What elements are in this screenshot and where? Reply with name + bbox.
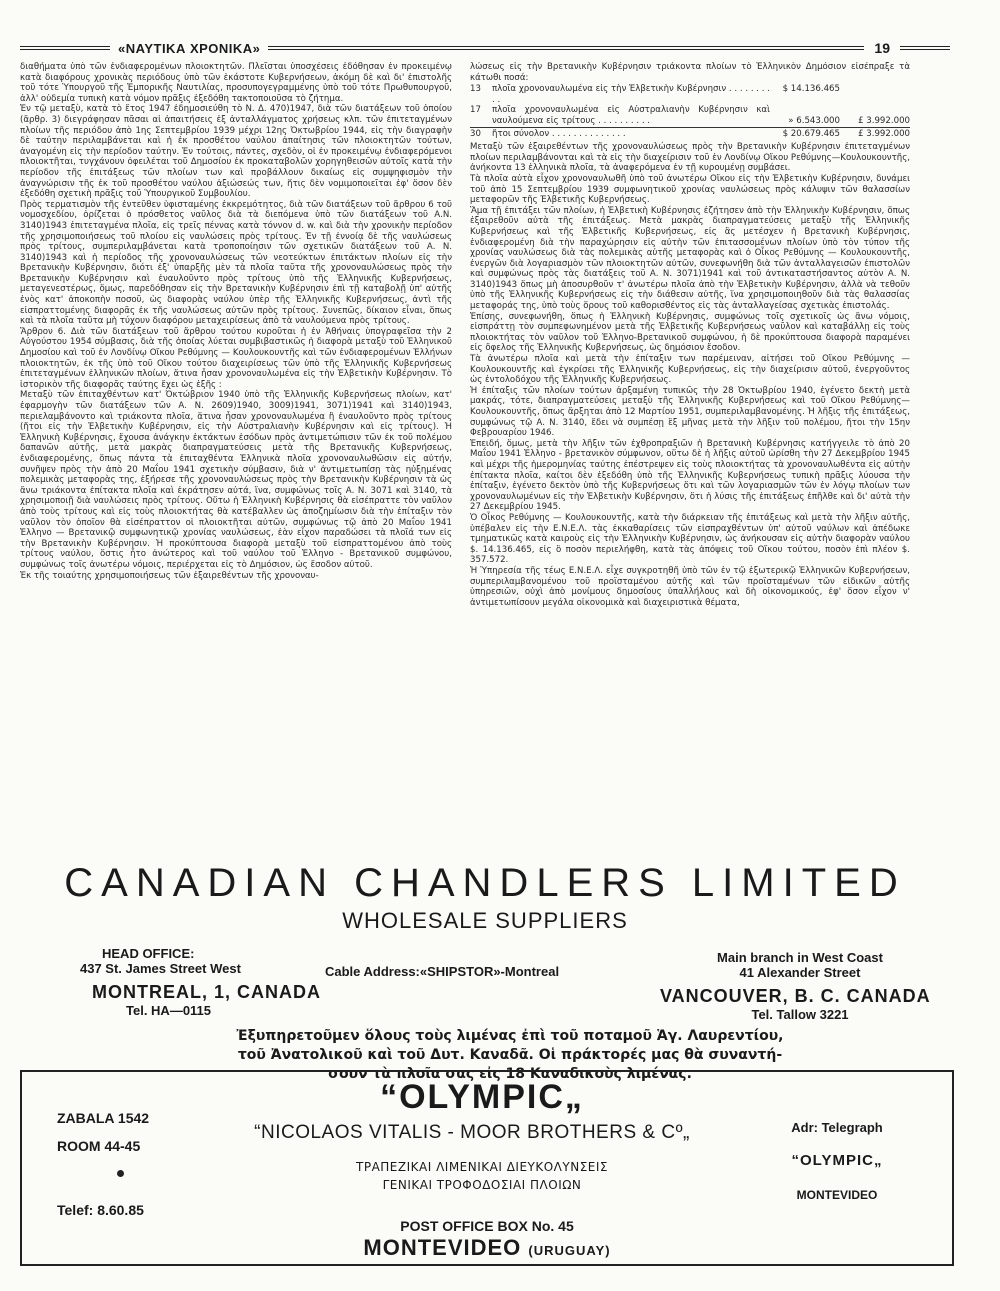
olympic-city: MONTEVIDEO [363, 1235, 522, 1260]
paragraph: Ἅμα τῇ ἐπιτάξει τῶν πλοίων, ἡ Ἐλβετικὴ Κυβέρνησις ἐζήτησεν ἀπὸ τὴν Ἑλληνικὴν Κυβέρνησιν, ὅπως ἐξαιρεθοῦν αὐτὰ τῆς ἐπιτάξεως. Μετὰ μακρὰς διαπραγματεύσεις μεταξὺ τῆς Ἑλληνικῆς Κυβερνήσεως καὶ τῆς Ἐλβετικῆς Κυβερνήσεως, εἰς ἃς μετέσχεν ἡ Βρετανικὴ Κυβέρνησις, ἐνδιαφερομένη διὰ τὴν παραχώρησιν εἰς αὐτὴν τῶν ἐπιτασσομένων πλοίων ὑπὸ τὸν τύπον τῆς χρονίας ναυλώσεως διὰ τὰς πολεμικὰς αὐτῆς μεταφορὰς καὶ ὁ Οἶκος Ρεθύμνης — Κουλουκουντῆς, ἐνεργῶν διὰ λογαριασμὸν τῶν πλοιοκτητῶν αὐτῶν, συνεφωνήθη διὰ τῶν ἀνταλλαγεισῶν ἐπιστολῶν καὶ συμφώνως πρὸς τὰς διατάξεις τοῦ Α. Ν. 3071)1941 καὶ τοῦ ἀντικαταστήσαντος αὐτὸν Α. Ν. 3140)1943 ὅπως μὴ ἀποσυρθοῦν τ' ἀνωτέρω πλοῖα ἀπὸ τὴν Ἐλβετικὴν Κυβέρνησιν, ἀλλὰ νὰ τεθοῦν ὑπὸ τῆς Ἑλληνικῆς Κυβερνήσεως εἰς τὴν διάθεσιν αὐτῆς, ἵνα χρησιμοποιηθοῦν διὰ τὰς θαλασσίας μεταφοράς της, ὑπὸ τοὺς ὅρους τοῦ καθορισθέντος εἰς τὰς ἀνταλλαγείσας σχετικὰς ἐπιστολάς. [470, 205, 910, 312]
telegraph-label: Adr: Telegraph [791, 1120, 883, 1135]
paragraph: Μεταξὺ τῶν ἐπιταχθέντων κατ' Ὀκτώβριον 1940 ὑπὸ τῆς Ἑλληνικῆς Κυβερνήσεως πλοίων, κατ' ἐφαρμογὴν τῶν διατάξεων τῶν Α. Ν. 2609)1940, 3009)1941, 3071)1941 καὶ 3140)1943, περιελαμβάνοντο καὶ τριάκοντα πλοῖα, ἅτινα ἦσαν χρονοναυλωμένα ἢ ἐναυλοῦντο πρὸς τρίτους (ἤτοι εἰς τὴν Ἐλβετικὴν Κυβέρνησιν, εἰς τὴν Αὐστραλιανὴν Κυβέρνησιν καὶ εἰς τρίτους). Ἡ Ἑλληνικὴ Κυβέρνησις, ἔχουσα ἀνάγκην ἐκτάκτων ἐσόδων πρὸς ἀντιμετώπισιν τῶν ἐκ τοῦ πολέμου δαπανῶν αὐτῆς, μετὰ μακρὰς διαπραγματεύσεις μετὰ τῆς Βρετανικῆς Κυβερνήσεως, ἐνδιαφερομένης, ὅπως πάντα τὰ ἐπιταχθέντα Ἑλληνικὰ πλοῖα χρονοναυλωθῶσιν εἰς αὐτήν, συνῆψεν πρὸς τὴν ἀπὸ 20 Μαΐου 1941 σχετικὴν σύμβασιν, διὰ ν' ἀντιμετωπίσῃ τὰς ηὐξημένας πολεμικὰς μεταφορὰς της, ἐξήρεσε τῆς χρονοναυλώσεως πρὸς τὴν Βρετανικὴν Κυβέρνησιν τὰ ὡς ἄνω τριάκοντα ἐπίτακτα πλοῖα καὶ ἐκράτησεν αὐτά, ἵνα, συμφώνως τοῖς Α. Ν. 3071 καὶ 3140, τὰ χρησιμοποιῇ διὰ ναυλώσεις πρὸς τρίτους. Οὕτω ἡ Ἑλληνικὴ Κυβέρνησις θὰ εἰσέπραττε τὸν ναῦλον ἀπὸ τοὺς τρίτους καὶ εἰς τοὺς πλοιοκτήτας θὰ κατέβαλλεν ὡς ἀποζημίωσιν διὰ τὴν ἐπίταξιν τὸν ναῦλον τὸν ὁποῖον θὰ εἰσέπραττον οἱ πλοιοκτῆται αὐτῶν, συμφώνως τῷ ἀπὸ 20 Μαΐου 1941 Ἑλληνο — Βρετανικῷ συμφωνητικῷ χρονίας ναυλώσεως, ἐὰν εἶχον παραδώσει τὰ πλοῖά των εἰς τὴν Βρετανικὴν Κυβέρνησιν. Ἡ προκύπτουσα διαφορὰ μεταξὺ τοῦ εἰσπραττομένου ἀπὸ τοὺς τρίτους ναύλου, ὅστις ἦτο ἀνώτερος καὶ τοῦ ναύλου τοῦ Ἑλληνο - Βρετανικοῦ συμφώνου, συμφώνως τοῖς ἀνωτέρω νόμοις, περιέρχεται εἰς τὸ Δημόσιον, ὡς ἔσοδον αὐτοῦ. [20, 390, 452, 570]
header-rule-middle [268, 46, 864, 50]
olympic-service-line: ΤΡΑΠΕΖΙΚΑΙ ΛΙΜΕΝΙΚΑΙ ΔΙΕΥΚΟΛΥΝΣΕΙΣ [356, 1160, 608, 1174]
paragraph: διαθήματα ὑπὸ τῶν ἐνδιαφερομένων πλοιοκτητῶν. Πλεῖσται ὑποσχέσεις ἐδόθησαν ἐν προκειμένῳ κατὰ διαφόρους χρονικὰς περιόδους ὑπὸ τῶν ἑκάστοτε Κυβερνήσεων, ἀκόμη δὲ καὶ δι' ἐπιστολῆς τοῦ τότε Ὑπουργοῦ τῆς Ἐμπορικῆς Ναυτιλίας, προσυπογεγραμμένης ὑπὸ τοῦ τότε Πρωθυπουργοῦ, ἀλλ' οὐδεμία τυπικὴ κατὰ νόμον πρᾶξις ἐξεδόθη τακτοποιοῦσα τὸ ζήτημα. [20, 62, 452, 104]
branch-city: VANCOUVER, B. C. CANADA [660, 986, 931, 1006]
bullet-dot [117, 1170, 124, 1177]
telegraph-city: MONTEVIDEO [796, 1188, 878, 1202]
paragraph: Ὁ Οἶκος Ρεθύμνης — Κουλουκουντῆς, κατὰ τὴν διάρκειαν τῆς ἐπιτάξεως καὶ μετὰ τὴν λῆξιν αὐτῆς, ὑπέβαλεν εἰς τὴν Ε.Ν.Ε.Λ. τὰς ἐκκαθαρίσεις τῶν εἰσπραχθέντων ὑπ' αὐτοῦ ναύλων καὶ ἀπέδωκε τμηματικῶς κατὰ καιροὺς εἰς τὴν Ἑλληνικὴν Κυβέρνησιν, ὡς ἀνήκουσαν εἰς αὐτὴν διαφορὰν ναύλου $. 14.136.465, εἰς ὃ ποσὸν περιελήφθη, κατὰ τὰς ἀπόψεις τοῦ Οἴκου τούτου, ποσὸν ἐπὶ πλέον $. 357.572. [470, 512, 910, 566]
paragraph: Μεταξὺ τῶν ἐξαιρεθέντων τῆς χρονοναυλώσεως πρὸς τὴν Βρετανικὴν Κυβέρνησιν ἐπιτεταγμένων πλοίων περιλαμβάνονται καὶ τὰ εἰς τὴν διαχείρισιν τοῦ ἐν Λονδίνῳ Οἴκου Ρεθύμνης—Κουλουκουντῆς, ἀνήκοντα 13 ἑλληνικὰ πλοῖα, τὰ ἀναφερόμενα ἐν τῇ κυρουμένῃ συμβάσει. [470, 142, 910, 174]
paragraph: Ἐπειδή, ὅμως, μετὰ τὴν λῆξιν τῶν ἐχθροπραξιῶν ἡ Βρετανικὴ Κυβέρνησις κατήγγειλε τὸ ἀπὸ 20 Μαΐου 1941 Ἑλληνο - βρετανικὸν σύμφωνον, οὕτω δὲ ἡ λῆξις αὐτοῦ ὡρίσθη τὴν 27 Δεκεμβρίου 1945 καὶ μέχρι τῆς ἡμερομηνίας ταύτης ἐπέστρεψεν εἰς τοὺς πλοιοκτήτας τὰ χρονοναυλωθέντα εἰς αὐτὴν ἐπίτακτα πλοῖα, καίτοι δὲν ἐξεδόθη ὑπὸ τῆς Ἑλληνικῆς Κυβερνήσεως τυπικὴ πρᾶξις λύουσα τὴν ἐπίταξιν, ἐγένετο δεκτὸν ὑπὸ τῆς Κυβερνήσεως ὅτι καὶ τῶν λογαριασμῶν τῶν ἐν λόγῳ πλοίων των χρονοναυλωμένων εἰς τὴν Ἐλβετικὴν Κυβέρνησιν, ὅτι ἡ λύσις τῆς ἐπιτάξεως ἐπῆλθε καὶ δι' αὐτὰ τὴν 27 Δεκεμβρίου 1945. [470, 438, 910, 513]
olympic-po-box: POST OFFICE BOX No. 45 [400, 1218, 574, 1234]
ad-company-name: CANADIAN CHANDLERS LIMITED [64, 861, 906, 905]
paragraph: Ἐπίσης, συνεφωνήθη, ὅπως ἡ Ἑλληνικὴ Κυβέρνησις, συμφώνως τοῖς σχετικοῖς ὡς ἄνω νόμοις, εἰσπράττῃ τὸν συμπεφωνημένον μετὰ τῆς Ἐλβετικῆς Κυβερνήσεως ναῦλον καὶ καταβάλλῃ εἰς τοὺς πλοιοκτήτας τὸν ναῦλον τοῦ Ἑλληνο-Βρετανικοῦ συμφώνου, ἡ δὲ προκύπτουσα διαφορὰ παραμένει εἰς ὄφελος τῆς Ἑλληνικῆς Κυβερνήσεως, ὡς δημόσιον ἔσοδον. [470, 311, 910, 354]
branch-street: 41 Alexander Street [739, 965, 861, 980]
olympic-company: “NICOLAOS VITALIS - MOOR BROTHERS & Cº„ [254, 1122, 690, 1143]
table-cell: 30 [470, 127, 492, 139]
table-cell: » 6.543.000 [788, 115, 840, 126]
branch-label: Main branch in West Coast [717, 950, 883, 965]
olympic-telephone: Telef: 8.60.85 [57, 1202, 144, 1218]
ad-greek-line: τοῦ Ἀνατολικοῦ καὶ τοῦ Δυτ. Καναδᾶ. Οἱ πράκτορές μας θὰ συναντή- [237, 1047, 783, 1063]
paragraph: Ἐν τῷ μεταξὺ, κατὰ τὸ ἔτος 1947 ἐδημοσιεύθη τὸ Ν. Δ. 470)1947, διὰ τῶν διατάξεων τοῦ ὁποίου (ἄρθρ. 3) διεγράφησαν πᾶσαι αἱ ἀπαιτήσεις ἐξ ἀνταλλάγματος χρήσεως κλπ. τῶν ἐπιτεταγμένων πλοίων τῆς περιόδου ἀπὸ 1ης Σεπτεμβρίου 1939 μέχρι 12ης Ὀκτωβρίου 1944, εἰς τὴν διαγραφὴν δὲ ταύτην περιλαμβάνεται καὶ ἡ ἐκ προσθέτου ναύλου ἀπαίτησις τῶν πλοιοκτητῶν τούτων, ἀναγομένη εἰς τὴν περίοδον ταύτην. Ἐν τούτοις, πάντες, σχεδὸν, οἱ ἐν προκειμένῳ ἐνδιαφερόμενοι πλοιοκτῆται, τυγχάνουν ὀφειλέται τοῦ Δημοσίου ἐκ προκαταβολῶν χορηγηθεισῶν αὐτοῖς κατὰ τὴν περίοδον τῆς ἐπιτάξεως τῶν πλοίων των καὶ προβάλλουν δικαίως εἰς συμψηφισμὸν τὴν ἀναγνώρισιν τῆς ἐκ τοῦ προσθέτου ναύλου ἀξιώσεώς των, ἥτις δὲν νομιμοποιεῖται ἐφ' ὅσον δὲν ἐξεδόθη σχετικὴ πρᾶξις τοῦ Ὑπουργικοῦ Συμβουλίου. [20, 104, 452, 200]
page-header [20, 38, 950, 58]
paragraph: Τὰ ἀνωτέρω πλοῖα καὶ μετὰ τὴν ἐπίταξιν των παρέμειναν, αἰτήσει τοῦ Οἴκου Ρεθύμνης — Κουλουκουντῆς καὶ ἐγκρίσει τῆς Ἑλληνικῆς Κυβερνήσεως, εἰς τὴν διαχείρισιν αὐτοῦ, ἐνεργοῦντος ὡς ἐντολοδόχου τῆς Ἑλληνικῆς Κυβερνήσεως. [470, 354, 910, 386]
olympic-country: (URUGUAY) [528, 1243, 611, 1258]
left-column [20, 62, 452, 852]
header-rule-left [20, 46, 110, 50]
paragraph: Πρὸς τερματισμὸν τῆς ἐντεῦθεν ὑφισταμένης ἐκκρεμότητος, διὰ τῶν διατάξεων τοῦ ἄρθρου 6 τοῦ νομοσχεδίου, ὁρίζεται ὁ πρόσθετος ναῦλος διὰ τὰ διεπόμενα ὑπὸ τῶν διατάξεων τοῦ Α.Ν. 3140)1943 ἐπιτεταγμένα πλοῖα, εἰς τρεῖς πέννας κατὰ τόννον d. w. καὶ διὰ τὴν χρονικὴν περίοδον τῆς χρησιμοποιήσεως τοῦ πλοίου εἰς ναυλώσεις πρὸς τρίτους. Ἐν τῇ ἐννοίᾳ δὲ τῆς ναυλώσεως πρὸς τρίτους, συμπεριλαμβάνεται κατὰ τροποποίησιν τῶν σχετικῶν διατάξεων τοῦ Α. Ν. 3140)1943 καὶ ἡ περίοδος τῆς χρονοναυλώσεως τῶν νεοτεύκτων ἐπιτάκτων πλοίων εἰς τὴν Βρετανικὴν Κυβέρνησιν, διότι ἐξ' ὑπαρξῆς μὲν τὰ πλοῖα ταῦτα τῆς χρονοναυλώσεως πρὸς τὴν Βρετανικὴν Κυβέρνησιν καὶ ἐναυλοῦντο πρὸς τρίτους ὑπὸ τῆς Ἑλληνικῆς Κυβερνήσεως, μεταγενεστέρως, ὅμως, παρεδόθησαν εἰς τὴν Βρετανικὴν Κυβέρνησιν ἐπὶ τῇ καταβολῇ ὑπ' αὐτῆς ἑνὸς κατ' ἀποκοπὴν ποσοῦ, ὡς διαφορὰς ναύλου ὑπὲρ τῆς Ἑλληνικῆς Κυβερνήσεως, ἀντὶ τῆς εἰσπραττομένης διαφορᾶς ἐκ τῆς ναυλώσεως αὐτῶν πρὸς τρίτους. Συνεπῶς, δίκαιον εἶναι, ὅπως καὶ τὰ πλοῖα ταῦτα μὴ τύχουν διαφόρου μεταχειρίσεως ἀπὸ τὰ ναυλούμενα πρὸς τρίτους. [20, 199, 452, 327]
branch-block [660, 950, 940, 1022]
table-cell: $ 14.136.465 [782, 84, 840, 95]
page-number: 19 [874, 40, 890, 56]
header-rule-right [900, 46, 950, 50]
revenue-table [470, 84, 910, 139]
paragraph: Ἄρθρον 6. Διὰ τῶν διατάξεων τοῦ ἄρθρου τούτου κυροῦται ἡ ἐν Ἀθήναις ὑπογραφεῖσα τὴν 2 Αὐγούστου 1954 σύμβασις, διὰ τῆς ὁποίας λύεται συμβιβαστικῶς ἡ διαφορὰ μεταξὺ τοῦ Ἑλληνικοῦ Δημοσίου καὶ τοῦ ἐν Λονδίνῳ Οἴκου Ρεθύμνης — Κουλουκουντῆς καὶ τῶν ἐνδιαφερομένων Ἑλλήνων πλοιοκτητῶν, ἐκ τῆς ὑπὸ τοῦ Οἴκου τούτου διαχειρίσεως τῶν ὑπὸ τῆς Ἑλληνικῆς Κυβερνήσεως ἐπιτεταγμένων ἑλληνικῶν πλοίων, ἅτινα ἦσαν χρονοναυλωμένα εἰς τὴν Ἐλβετικὴν Κυβέρνησιν. Τὸ ἱστορικὸν τῆς διαφορᾶς ταύτης ἔχει ὡς ἑξῆς : [20, 326, 452, 390]
ad-greek-line: Ἐξυπηρετοῦμεν ὅλους τοὺς λιμένας ἐπὶ τοῦ ποταμοῦ Ἁγ. Λαυρεντίου, [236, 1028, 784, 1044]
table-row-total [470, 127, 910, 139]
olympic-service-line: ΓΕΝΙΚΑΙ ΤΡΟΦΟΔΟΣΙΑΙ ΠΛΟΙΩΝ [382, 1178, 582, 1192]
paragraph: λώσεως εἰς τὴν Βρετανικὴν Κυβέρνησιν τριάκοντα πλοίων τὸ Ἑλληνικὸν Δημόσιον εἰσέπραξε τὰ κάτωθι ποσά: [470, 62, 910, 83]
advertisement-canadian-chandlers [20, 860, 950, 1082]
table-cell: £ 3.992.000 [840, 127, 910, 139]
ad-greek-line: σουν τὰ πλοῖα σας εἰς 18 Καναδικοὺς λιμένας. [328, 1066, 692, 1082]
table-cell [840, 84, 910, 105]
table-cell: πλοῖα χρονοναυλωμένα εἰς τὴν Ἐλβετικὴν Κυβέρνησιν . . . . . . . . . . [492, 84, 770, 105]
cable-address: Cable Address:«SHIPSTOR»-Montreal [325, 964, 560, 979]
head-office-city: MONTREAL, 1, CANADA [92, 982, 321, 1002]
head-office-block [80, 946, 321, 1018]
ad-subtitle: WHOLESALE SUPPLIERS [342, 908, 628, 933]
table-cell: 17 [470, 105, 481, 116]
advertisement-olympic [20, 1070, 954, 1266]
olympic-brand: “OLYMPIC„ [380, 1078, 584, 1116]
olympic-address-line: ZABALA 1542 [57, 1110, 150, 1126]
olympic-address-line: ROOM 44-45 [57, 1138, 141, 1154]
head-office-tel: Tel. HA—0115 [126, 1003, 212, 1018]
paragraph: Ἡ ἐπίταξις τῶν πλοίων τούτων ἀρξαμένη τυπικῶς τὴν 28 Ὀκτωβρίου 1940, ἐγένετο δεκτὴ μετὰ μακράς, τότε, διαπραγματεύσεις μεταξὺ τῆς Ἑλληνικῆς Κυβερνήσεως καὶ τοῦ Οἴκου Ρεθύμνης—Κουλουκουντῆς, ὅπως ἄρξηται ἀπὸ 12 Μαρτίου 1951, συμπεριλαμβανομένης. Ἡ λῆξις τῆς ἐπιτάξεως, συμφώνως τῷ Α. Ν. 3140, ἔδει νὰ συμπέσῃ ἓξ μῆνας μετὰ τὴν λῆξιν τοῦ πολέμου, ἤτοι τὴν 15ην Φεβρουαρίου 1946. [470, 385, 910, 439]
branch-tel: Tel. Tallow 3221 [751, 1007, 849, 1022]
journal-title: «ΝΑΥΤΙΚΑ ΧΡΟΝΙΚΑ» [118, 40, 261, 56]
paragraph: Τὰ πλοῖα αὐτὰ εἶχον χρονοναυλωθῆ ὑπὸ τοῦ ἀνωτέρω Οἴκου εἰς τὴν Ἐλβετικὴν Κυβέρνησιν, δυνάμει τοῦ ἀπὸ 15 Σεπτεμβρίου 1939 συμφωνητικοῦ χρονίας ναυλώσεως πρὸς κάλυψιν τῶν θαλασσίων μεταφορῶν τῆς Ἐλβετικῆς Κυβερνήσεως. [470, 173, 910, 206]
right-column [470, 62, 910, 852]
olympic-city-line [312, 1235, 662, 1261]
table-row [470, 105, 910, 127]
paragraph: Ἡ Ὑπηρεσία τῆς τέως Ε.Ν.Ε.Λ. εἶχε συγκροτηθῆ ὑπὸ τῶν ἐν τῷ ἐξωτερικῷ Ἑλληνικῶν Κυβερνήσεων, συμπεριλαμβανομένου τοῦ προϊσταμένου αὐτῆς καὶ τῶν προϊσταμένων τῶν εἰδικῶν αὐτῆς ὑπηρεσιῶν, οὐχὶ ἀπὸ μονίμους δημοσίους ὑπαλλήλους καὶ δὴ οἰκονομικούς, ἐφ' ὅσον εἶχον ν' ἀντιμετωπίσουν μεγάλα οἰκονομικὰ καὶ διαχειριστικὰ θέματα, [470, 565, 910, 608]
head-office-street: 437 St. James Street West [80, 961, 241, 976]
table-cell: ἤτοι σύνολον . . . . . . . . . . . . . . [492, 127, 770, 139]
paragraph: Ἐκ τῆς τοιαύτης χρησιμοποιήσεως τῶν ἐξαιρεθέντων τῆς χρονοναυ- [20, 570, 319, 581]
table-cell: 13 [470, 84, 481, 95]
table-cell: £ 3.992.000 [858, 115, 910, 126]
telegraph-brand: “OLYMPIC„ [791, 1152, 883, 1169]
table-cell: πλοῖα χρονοναυλωμένα εἰς Αὐστραλιανὴν Κυβέρνησιν καὶ ναυλούμενα εἰς τρίτους . . . . . . . . . . [492, 105, 770, 126]
table-row [470, 84, 910, 105]
table-cell: $ 20.679.465 [770, 127, 840, 139]
head-office-label: HEAD OFFICE: [102, 946, 195, 961]
